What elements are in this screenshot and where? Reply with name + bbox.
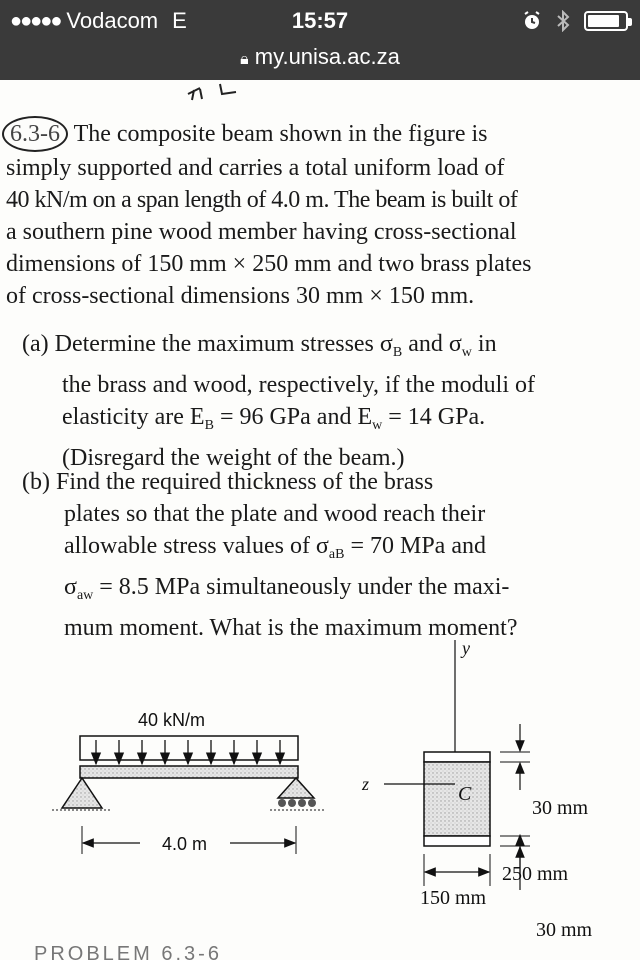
part-b-text: Find the required thickness of the brass bbox=[55, 469, 434, 495]
z-axis-label: z bbox=[362, 774, 370, 794]
span-label: 4.0 m bbox=[162, 834, 208, 854]
roller-wheels bbox=[278, 799, 316, 807]
network-type: E bbox=[172, 8, 187, 33]
clock: 15:57 bbox=[291, 8, 349, 33]
part-b-line-2: plates so that the plate and wood reach their bbox=[64, 501, 486, 527]
intro-line: dimensions of 150 mm × 250 mm and two brass plates bbox=[6, 251, 532, 277]
signal-strength-icon: ●●●●● bbox=[10, 9, 61, 32]
part-a-line-1 bbox=[22, 328, 640, 369]
status-icons bbox=[522, 10, 628, 32]
cross-section bbox=[361, 640, 593, 941]
part-a-text: in bbox=[471, 331, 497, 357]
wood-member bbox=[424, 762, 490, 836]
subscript: B bbox=[392, 345, 403, 360]
load-label: 40 kN/m bbox=[138, 710, 206, 730]
part-b-line-1 bbox=[22, 466, 640, 498]
carrier-name: Vodacom bbox=[66, 8, 159, 33]
part-a-text: and σ bbox=[402, 331, 462, 357]
beam bbox=[80, 766, 298, 778]
part-a-label: (a) bbox=[22, 331, 49, 357]
part-b-text: allowable stress values of σ bbox=[64, 533, 329, 559]
part-b-line-4 bbox=[22, 571, 640, 612]
subscript: aB bbox=[328, 547, 345, 562]
pin-support bbox=[62, 778, 102, 808]
part-a-text: elasticity are E bbox=[62, 404, 205, 430]
lock-icon: 🔒︎ bbox=[240, 51, 249, 68]
problem-figure bbox=[0, 640, 640, 960]
problem-statement bbox=[6, 116, 626, 312]
part-b bbox=[22, 466, 640, 644]
intro-line: The composite beam shown in the figure is bbox=[73, 121, 488, 147]
problem-line-1 bbox=[6, 116, 626, 152]
part-a-line-3 bbox=[22, 401, 640, 442]
intro-line: simply supported and carries a total uniform load of bbox=[6, 155, 505, 181]
distributed-load-box bbox=[80, 736, 298, 760]
subscript: B bbox=[204, 418, 214, 433]
address-bar[interactable] bbox=[0, 44, 640, 70]
part-a-text: = 14 GPa. bbox=[382, 404, 486, 430]
bottom-plate-dim: 30 mm bbox=[536, 919, 593, 941]
figure-caption-partial: PROBLEM 6.3-6 bbox=[34, 943, 222, 960]
part-b-text: σ bbox=[64, 574, 77, 600]
top-plate-dim: 30 mm bbox=[532, 797, 589, 819]
problem-page bbox=[0, 80, 640, 960]
handwritten-mark bbox=[180, 80, 260, 104]
bottom-brass-plate bbox=[424, 836, 490, 846]
intro-line: a southern pine wood member having cross-sectional bbox=[6, 219, 517, 245]
width-dim: 150 mm bbox=[420, 887, 487, 909]
subscript: w bbox=[461, 345, 472, 360]
problem-number: 6.3-6 bbox=[2, 116, 68, 152]
part-a-line-2: the brass and wood, respectively, if the moduli of bbox=[62, 372, 535, 398]
battery-icon bbox=[584, 11, 628, 31]
status-bar bbox=[0, 0, 640, 80]
part-b-text: = 70 MPa and bbox=[344, 533, 486, 559]
intro-line: 40 kN/m on a span length of 4.0 m. The beam is built of bbox=[6, 187, 518, 213]
part-b-line-5: mum moment. What is the maximum moment? bbox=[64, 615, 518, 641]
battery-level bbox=[588, 15, 619, 27]
alarm-icon bbox=[522, 11, 542, 31]
part-b-text: = 8.5 MPa simultaneously under the maxi- bbox=[93, 574, 510, 600]
wood-depth-dim: 250 mm bbox=[502, 863, 569, 885]
beam-elevation bbox=[52, 710, 326, 854]
y-axis-label: y bbox=[462, 640, 470, 658]
centroid-label: C bbox=[458, 783, 472, 805]
part-a-text: Determine the maximum stresses σ bbox=[54, 331, 393, 357]
part-b-label: (b) bbox=[22, 469, 50, 495]
intro-line: of cross-sectional dimensions 30 mm × 150 mm. bbox=[6, 283, 475, 309]
url-text: my.unisa.ac.za bbox=[254, 44, 400, 69]
roller-support bbox=[278, 778, 314, 798]
subscript: w bbox=[372, 418, 383, 433]
part-b-line-3 bbox=[22, 530, 640, 571]
part-a-line-4: (Disregard the weight of the beam.) bbox=[62, 445, 405, 471]
part-a bbox=[22, 328, 640, 474]
top-brass-plate bbox=[424, 752, 490, 762]
part-a-text: = 96 GPa and E bbox=[213, 404, 373, 430]
subscript: aw bbox=[76, 588, 94, 603]
bluetooth-icon bbox=[556, 10, 570, 32]
